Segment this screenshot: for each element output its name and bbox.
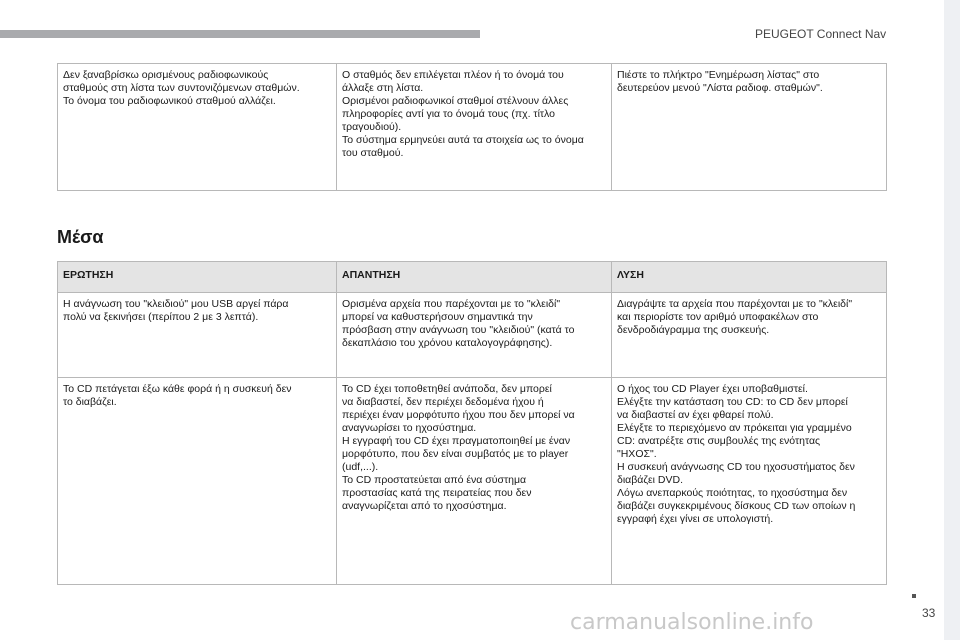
page-header-title: PEUGEOT Connect Nav [755,27,887,41]
column-header-answer: ΑΠΑΝΤΗΣΗ [337,262,612,293]
answer-cell: Ορισμένα αρχεία που παρέχονται με το "κλειδί" μπορεί να καθυστερήσουν σημαντικά την πρόσβαση στην ανάγνωση του "κλειδιού" (κατά το δεκαπλάσιο του χρόνου καταλογογράφησης). [337,293,612,378]
solution-cell: Ο ήχος του CD Player έχει υποβαθμιστεί. Ελέγξτε την κατάσταση του CD: το CD δεν μπορεί να διαβαστεί αν έχει φθαρεί πολύ. Ελέγξτε το περιεχόμενο αν πρόκειται για γραμμένο CD: ανατρέξτε στις συμβουλές της ενότητας "ΗΧΟΣ". Η συσκευή ανάγνωσης CD του ηχοσυστήματος δεν διαβάζει DVD. Λόγω ανεπαρκούς ποιότητας, το ηχοσύστημα δεν διαβάζει συγκεκριμένους δίσκους CD των οποίων η εγγραφή έχει γίνει σε υπολογιστή. [612,378,887,585]
column-header-solution: ΛΥΣΗ [612,262,887,293]
media-troubleshooting-table [57,261,887,585]
answer-cell: Ο σταθμός δεν επιλέγεται πλέον ή το όνομά του άλλαξε στη λίστα. Ορισμένοι ραδιοφωνικοί σταθμοί στέλνουν άλλες πληροφορίες αντί για το όνομά τους (πχ. τίτλο τραγουδιού). Το σύστημα ερμηνεύει αυτά τα στοιχεία ως το όνομα του σταθμού. [337,64,612,191]
answer-cell: Το CD έχει τοποθετηθεί ανάποδα, δεν μπορεί να διαβαστεί, δεν περιέχει δεδομένα ήχου ή περιέχει έναν μορφότυπο ήχου που δεν μπορεί να αναγνωρίσει το ηχοσύστημα. Η εγγραφή του CD έχει πραγματοποιηθεί με έναν μορφότυπο, που δεν είναι συμβατός με το player (udf,...). Το CD προστατεύεται από ένα σύστημα προστασίας κατά της πειρατείας που δεν αναγνωρίζεται από το ηχοσύστημα. [337,378,612,585]
question-cell: Δεν ξαναβρίσκω ορισμένους ραδιοφωνικούς σταθμούς στη λίστα των συντονιζόμενων σταθμών. Το όνομα του ραδιοφωνικού σταθμού αλλάζει. [58,64,337,191]
table-header-row [58,262,887,293]
solution-cell: Πιέστε το πλήκτρο "Ενημέρωση λίστας" στο δευτερεύον μενού "Λίστα ραδιοφ. σταθμών". [612,64,887,191]
column-header-question: ΕΡΩΤΗΣΗ [58,262,337,293]
question-cell: Η ανάγνωση του "κλειδιού" μου USB αργεί πάρα πολύ να ξεκινήσει (περίπου 2 με 3 λεπτά). [58,293,337,378]
table-row [58,293,887,378]
radio-troubleshooting-table [57,63,887,191]
page-number: 33 [922,606,936,620]
solution-cell: Διαγράψτε τα αρχεία που παρέχονται με το "κλειδί" και περιορίστε τον αριθμό υποφακέλων στο δενδροδιάγραμμα της συσκευής. [612,293,887,378]
table-row [58,378,887,585]
section-heading-media: Μέσα [57,227,104,247]
table-row [58,64,887,191]
question-cell: Το CD πετάγεται έξω κάθε φορά ή η συσκευή δεν το διαβάζει. [58,378,337,585]
page-marker [912,594,916,598]
watermark: carmanualsonline.info [570,610,814,635]
header-bar [0,30,480,38]
scroll-sidebar[interactable] [944,0,960,640]
